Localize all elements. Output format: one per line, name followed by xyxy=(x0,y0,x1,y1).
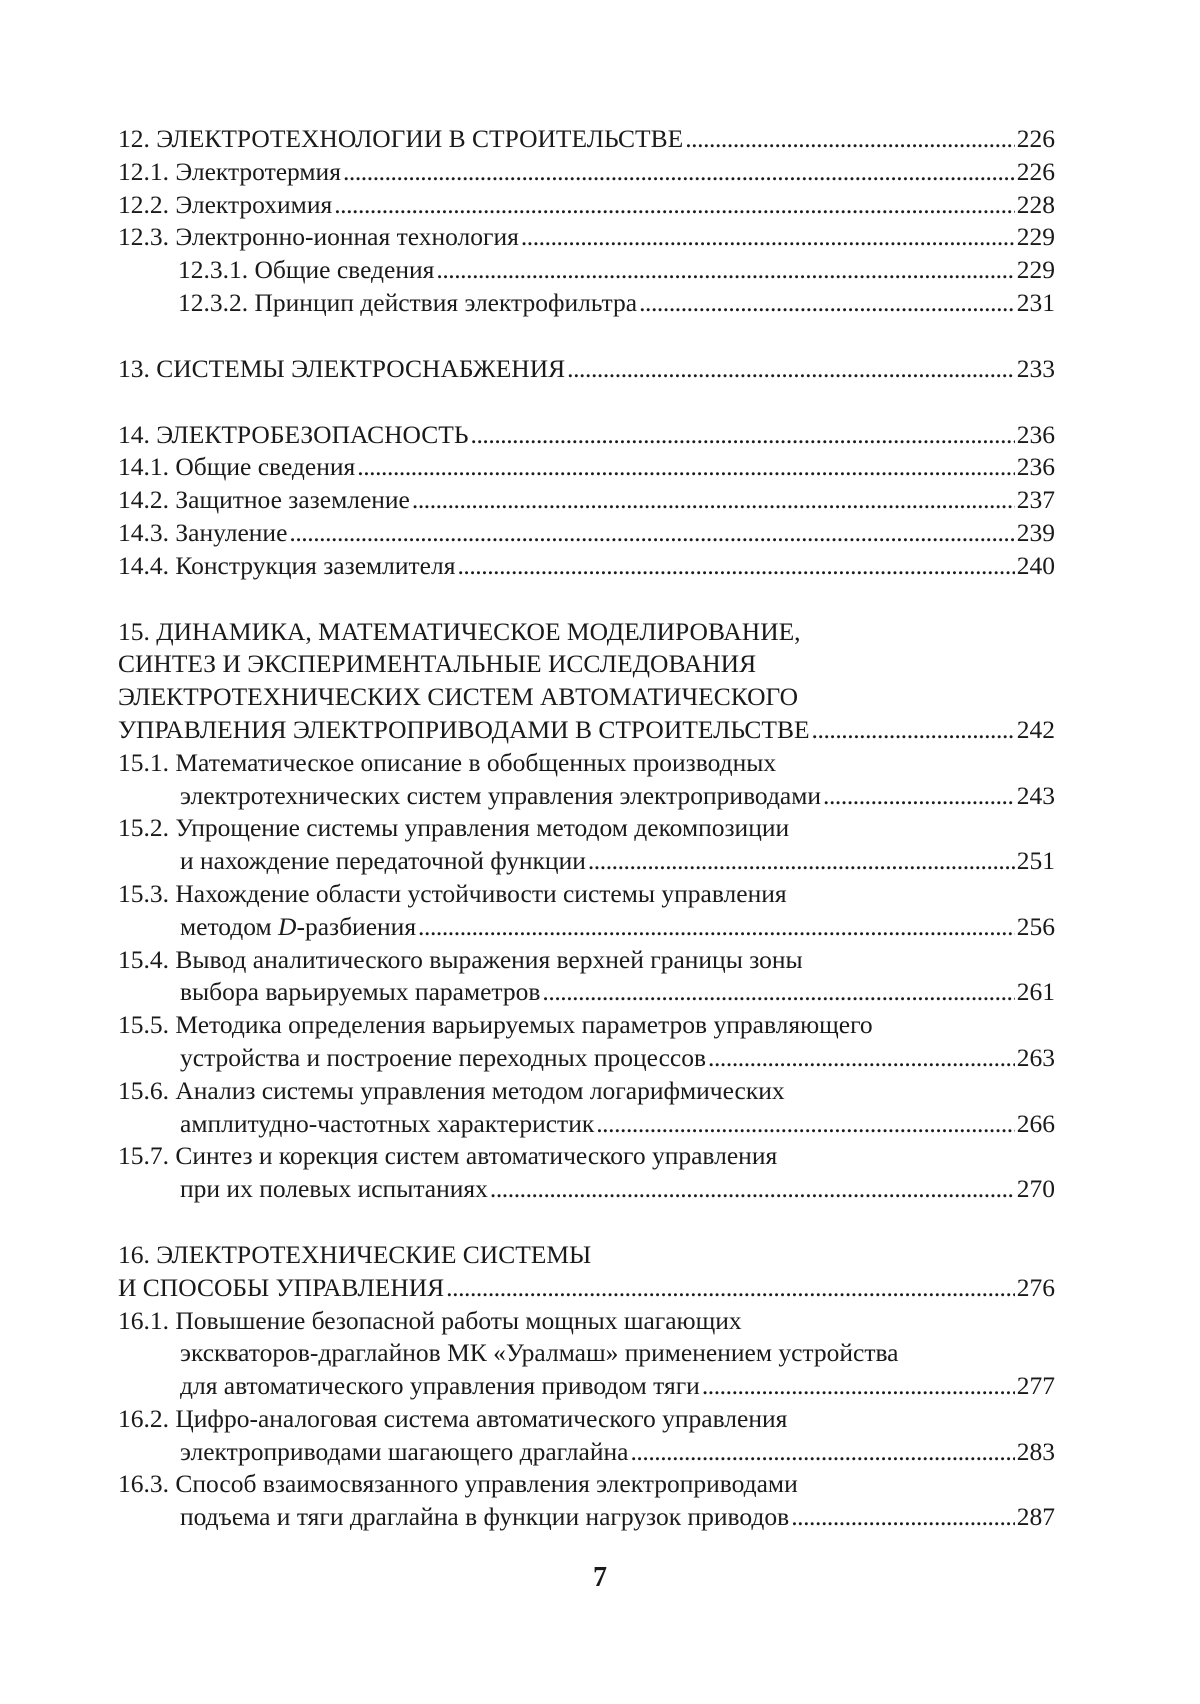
toc-entry-16[interactable] xyxy=(118,1239,1055,1305)
toc-title: УПРАВЛЕНИЯ ЭЛЕКТРОПРИВОДАМИ В СТРОИТЕЛЬСТВЕ xyxy=(118,714,810,744)
dot-leader xyxy=(418,911,1015,944)
dot-leader xyxy=(791,1501,1015,1534)
dot-leader xyxy=(334,189,1015,222)
dot-leader xyxy=(708,1042,1015,1075)
toc-entry-12-2[interactable] xyxy=(118,189,1055,222)
toc-title: экскваторов-драглайнов МК «Уралмаш» применением устройства xyxy=(180,1338,899,1368)
toc-page: 270 xyxy=(1016,1174,1055,1204)
toc-title: 12.3.1. Общие сведения xyxy=(178,255,435,285)
toc-title-line xyxy=(118,1140,1055,1173)
toc-entry-15-5[interactable] xyxy=(118,1009,1055,1075)
toc-page: 240 xyxy=(1016,550,1055,580)
toc-page: 251 xyxy=(1016,846,1055,876)
toc-title: 15.3. Нахождение области устойчивости системы управления xyxy=(118,878,787,908)
toc-title-line xyxy=(118,747,1055,780)
dot-leader xyxy=(412,484,1015,517)
toc-title-line xyxy=(118,976,1055,1009)
dot-leader xyxy=(436,254,1014,287)
toc-title-line xyxy=(118,616,1055,649)
toc-title-line xyxy=(118,1042,1055,1075)
toc-page: 287 xyxy=(1016,1502,1055,1532)
toc-title: электротехнических систем управления электроприводами xyxy=(180,780,822,810)
toc-title-line xyxy=(118,911,1055,944)
toc-title-line xyxy=(118,1370,1055,1403)
toc-title: 14. ЭЛЕКТРОБЕЗОПАСНОСТЬ xyxy=(118,419,469,449)
toc-title: 16.1. Повышение безопасной работы мощных шагающих xyxy=(118,1305,742,1335)
toc-entry-12-3[interactable] xyxy=(118,221,1055,254)
toc-page: 239 xyxy=(1016,517,1055,547)
toc-entry-14-4[interactable] xyxy=(118,550,1055,583)
dot-leader xyxy=(702,1370,1015,1403)
toc-page: 243 xyxy=(1016,780,1055,810)
toc-page: 261 xyxy=(1016,977,1055,1007)
toc-title: 15. ДИНАМИКА, МАТЕМАТИЧЕСКОЕ МОДЕЛИРОВАНИЕ, xyxy=(118,616,801,646)
toc-entry-14-1[interactable] xyxy=(118,451,1055,484)
toc-entry-15-2[interactable] xyxy=(118,812,1055,878)
dot-leader xyxy=(357,451,1015,484)
dot-leader xyxy=(685,123,1015,156)
toc-page: 277 xyxy=(1016,1371,1055,1401)
table-of-contents xyxy=(118,123,1055,1534)
toc-title-line xyxy=(118,1305,1055,1338)
dot-leader xyxy=(588,845,1015,878)
toc-entry-12[interactable] xyxy=(118,123,1055,156)
dot-leader xyxy=(639,287,1015,320)
toc-title: 14.3. Зануление xyxy=(118,517,288,547)
toc-title-line xyxy=(118,1403,1055,1436)
dot-leader xyxy=(490,1173,1015,1206)
toc-title-line xyxy=(118,1272,1055,1305)
toc-title: 15.2. Упрощение системы управления методом декомпозиции xyxy=(118,813,790,843)
toc-title: подъема и тяги драглайна в функции нагрузок приводов xyxy=(180,1502,790,1532)
dot-leader xyxy=(567,353,1015,386)
toc-title: ЭЛЕКТРОТЕХНИЧЕСКИХ СИСТЕМ АВТОМАТИЧЕСКОГО xyxy=(118,682,799,712)
toc-entry-16-2[interactable] xyxy=(118,1403,1055,1469)
toc-title xyxy=(180,911,416,944)
toc-title: 12.2. Электрохимия xyxy=(118,189,333,219)
toc-title-line xyxy=(118,1436,1055,1469)
toc-entry-12-3-1[interactable] xyxy=(118,254,1055,287)
dot-leader xyxy=(446,1272,1015,1305)
toc-title-line xyxy=(118,1468,1055,1501)
toc-title: 12. ЭЛЕКТРОТЕХНОЛОГИИ В СТРОИТЕЛЬСТВЕ xyxy=(118,124,684,153)
toc-title-line xyxy=(118,878,1055,911)
toc-title-part: методом xyxy=(180,911,279,941)
toc-title: 16. ЭЛЕКТРОТЕХНИЧЕСКИЕ СИСТЕМЫ xyxy=(118,1239,592,1269)
dot-leader xyxy=(457,550,1014,583)
toc-title: 14.2. Защитное заземление xyxy=(118,485,410,515)
toc-page: 266 xyxy=(1016,1108,1055,1138)
toc-title-line xyxy=(118,714,1055,747)
toc-page: 256 xyxy=(1016,911,1055,941)
dot-leader xyxy=(471,419,1015,452)
toc-title-line xyxy=(118,944,1055,977)
toc-title: 14.4. Конструкция заземлителя xyxy=(118,550,456,580)
toc-entry-15-3[interactable] xyxy=(118,878,1055,944)
toc-title: выбора варьируемых параметров xyxy=(180,977,541,1007)
toc-title: устройства и построение переходных процессов xyxy=(180,1042,707,1072)
toc-title: электроприводами шагающего драглайна xyxy=(180,1436,629,1466)
dot-leader xyxy=(542,976,1014,1009)
dot-leader xyxy=(630,1436,1014,1469)
toc-title: 15.5. Методика определения варьируемых параметров управляющего xyxy=(118,1010,873,1040)
dot-leader xyxy=(823,780,1015,813)
toc-title: 12.3.2. Принцип действия электрофильтра xyxy=(178,287,638,317)
toc-title: 15.4. Вывод аналитического выражения верхней границы зоны xyxy=(118,944,803,974)
toc-title-line xyxy=(118,1108,1055,1141)
section-gap xyxy=(118,320,1055,353)
toc-title-line xyxy=(118,845,1055,878)
toc-title: И СПОСОБЫ УПРАВЛЕНИЯ xyxy=(118,1272,445,1302)
dot-leader xyxy=(596,1108,1015,1141)
toc-page: 263 xyxy=(1016,1042,1055,1072)
toc-title-line xyxy=(118,812,1055,845)
toc-entry-16-3[interactable] xyxy=(118,1468,1055,1534)
toc-title-line xyxy=(118,780,1055,813)
italic-d: D xyxy=(278,911,297,941)
dot-leader xyxy=(521,221,1015,254)
toc-title: 13. СИСТЕМЫ ЭЛЕКТРОСНАБЖЕНИЯ xyxy=(118,353,566,383)
toc-title-part: -разбиения xyxy=(296,911,417,941)
toc-title: при их полевых испытаниях xyxy=(180,1174,488,1204)
toc-title-line xyxy=(118,1501,1055,1534)
toc-page: 226 xyxy=(1016,124,1055,153)
toc-title-line xyxy=(118,1009,1055,1042)
toc-title: 16.3. Способ взаимосвязанного управления электроприводами xyxy=(118,1469,798,1499)
toc-title: 15.6. Анализ системы управления методом логарифмических xyxy=(118,1075,785,1105)
toc-title-line xyxy=(118,648,1055,681)
toc-title: 16.2. Цифро-аналоговая система автоматического управления xyxy=(118,1403,788,1433)
toc-entry-14[interactable] xyxy=(118,419,1055,452)
toc-title: 14.1. Общие сведения xyxy=(118,452,356,482)
toc-title-line xyxy=(118,1337,1055,1370)
toc-entry-12-1[interactable] xyxy=(118,156,1055,189)
toc-entry-12-3-2[interactable] xyxy=(118,287,1055,320)
toc-title: 12.1. Электротермия xyxy=(118,156,341,186)
toc-entry-15-7[interactable] xyxy=(118,1140,1055,1206)
toc-page: 229 xyxy=(1016,222,1055,252)
dot-leader xyxy=(812,714,1015,747)
toc-page: 228 xyxy=(1016,189,1055,219)
toc-page: 236 xyxy=(1016,419,1055,449)
toc-title: для автоматического управления приводом тяги xyxy=(180,1371,700,1401)
toc-title: и нахождение передаточной функции xyxy=(180,846,586,876)
section-gap xyxy=(118,583,1055,616)
toc-title: 15.1. Математическое описание в обобщенных производных xyxy=(118,747,777,777)
toc-page: 226 xyxy=(1016,156,1055,186)
toc-page: 237 xyxy=(1016,485,1055,515)
toc-page: 236 xyxy=(1016,452,1055,482)
toc-entry-16-1[interactable] xyxy=(118,1305,1055,1403)
dot-leader xyxy=(343,156,1015,189)
page-number: 7 xyxy=(593,1562,607,1593)
toc-page: 229 xyxy=(1016,255,1055,285)
toc-title: амплитудно-частотных характеристик xyxy=(180,1108,595,1138)
toc-page: 231 xyxy=(1016,287,1055,317)
toc-title-line xyxy=(118,681,1055,714)
section-gap xyxy=(118,1206,1055,1239)
toc-page: 276 xyxy=(1016,1272,1055,1302)
toc-entry-14-3[interactable] xyxy=(118,517,1055,550)
section-gap xyxy=(118,386,1055,419)
toc-title-line xyxy=(118,1173,1055,1206)
toc-title: 15.7. Синтез и корекция систем автоматического управления xyxy=(118,1141,778,1171)
dot-leader xyxy=(289,517,1014,550)
toc-title: СИНТЕЗ И ЭКСПЕРИМЕНТАЛЬНЫЕ ИССЛЕДОВАНИЯ xyxy=(118,649,757,679)
toc-page: 242 xyxy=(1016,714,1055,744)
toc-entry-15[interactable] xyxy=(118,616,1055,747)
toc-entry-15-1[interactable] xyxy=(118,747,1055,813)
toc-entry-13[interactable] xyxy=(118,353,1055,386)
toc-entry-15-6[interactable] xyxy=(118,1075,1055,1141)
toc-page: 283 xyxy=(1016,1436,1055,1466)
toc-entry-15-4[interactable] xyxy=(118,944,1055,1010)
toc-title-line xyxy=(118,1075,1055,1108)
toc-title-line xyxy=(118,1239,1055,1272)
toc-entry-14-2[interactable] xyxy=(118,484,1055,517)
toc-title: 12.3. Электронно-ионная технология xyxy=(118,222,519,252)
toc-page: 233 xyxy=(1016,353,1055,383)
